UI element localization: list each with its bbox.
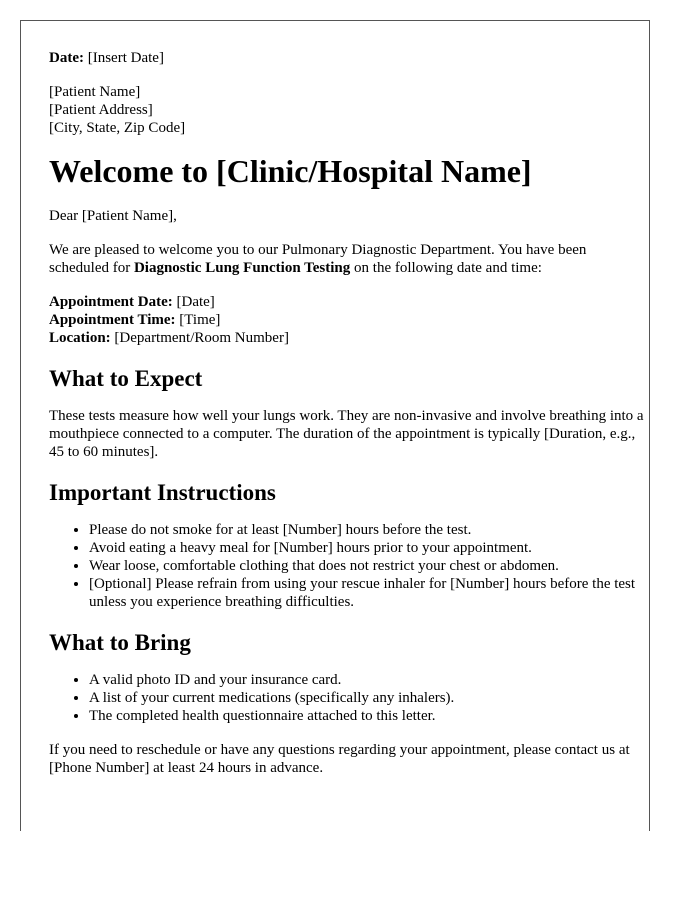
appointment-details (49, 293, 649, 347)
intro-test-name: Diagnostic Lung Function Testing (133, 260, 351, 276)
list-item: • The completed health questionnaire attached to this letter. (89, 707, 649, 725)
appointment-date-line (49, 293, 649, 311)
greeting: Dear [Patient Name], (49, 208, 177, 224)
list-item: • A list of your current medications (specifically any inhalers). (89, 689, 649, 707)
patient-name: [Patient Name] (49, 84, 141, 100)
location-label: Location: (49, 330, 111, 346)
bring-list (49, 671, 649, 725)
date-value: [Insert Date] (87, 50, 164, 66)
date-line (49, 49, 649, 67)
date-label: Date: (49, 50, 84, 66)
appointment-date-value: [Date] (176, 294, 215, 310)
instructions-list (49, 521, 649, 611)
patient-address-block (49, 83, 649, 137)
intro-paragraph (49, 241, 649, 277)
appointment-time-label: Appointment Time: (49, 312, 176, 328)
location-value: [Department/Room Number] (114, 330, 289, 346)
list-item: • Please do not smoke for at least [Number] hours before the test. (89, 521, 649, 539)
expect-paragraph: These tests measure how well your lungs work. They are non-invasive and involve breathing into a mouthpiece connected to a computer. The duration of the appointment is typically [Duration, e.g., 45 to 60 minutes]. (49, 408, 644, 460)
intro-text-after: on the following date and time: (350, 260, 542, 276)
expect-heading: What to Expect (49, 366, 203, 391)
letter-page (20, 20, 650, 831)
page-title: Welcome to [Clinic/Hospital Name] (49, 153, 532, 189)
instructions-heading: Important Instructions (49, 480, 276, 505)
patient-city-state-zip: [City, State, Zip Code] (49, 120, 186, 136)
list-item: • Wear loose, comfortable clothing that does not restrict your chest or abdomen. (89, 557, 649, 575)
list-item: • Avoid eating a heavy meal for [Number] hours prior to your appointment. (89, 539, 649, 557)
closing-paragraph: If you need to reschedule or have any questions regarding your appointment, please contact us at [Phone Number] at least 24 hours in advance. (49, 742, 630, 776)
location-line (49, 329, 649, 347)
list-item: • A valid photo ID and your insurance card. (89, 671, 649, 689)
bring-heading: What to Bring (49, 630, 191, 655)
appointment-time-line (49, 311, 649, 329)
patient-address: [Patient Address] (49, 102, 153, 118)
appointment-time-value: [Time] (179, 312, 221, 328)
list-item: • [Optional] Please refrain from using your rescue inhaler for [Number] hours before the test unless you experience breathing difficulties. (89, 575, 649, 611)
appointment-date-label: Appointment Date: (49, 294, 173, 310)
intro-text-before: We are pleased to welcome you to our Pulmonary Diagnostic Department. You have been scheduled for (49, 242, 587, 276)
